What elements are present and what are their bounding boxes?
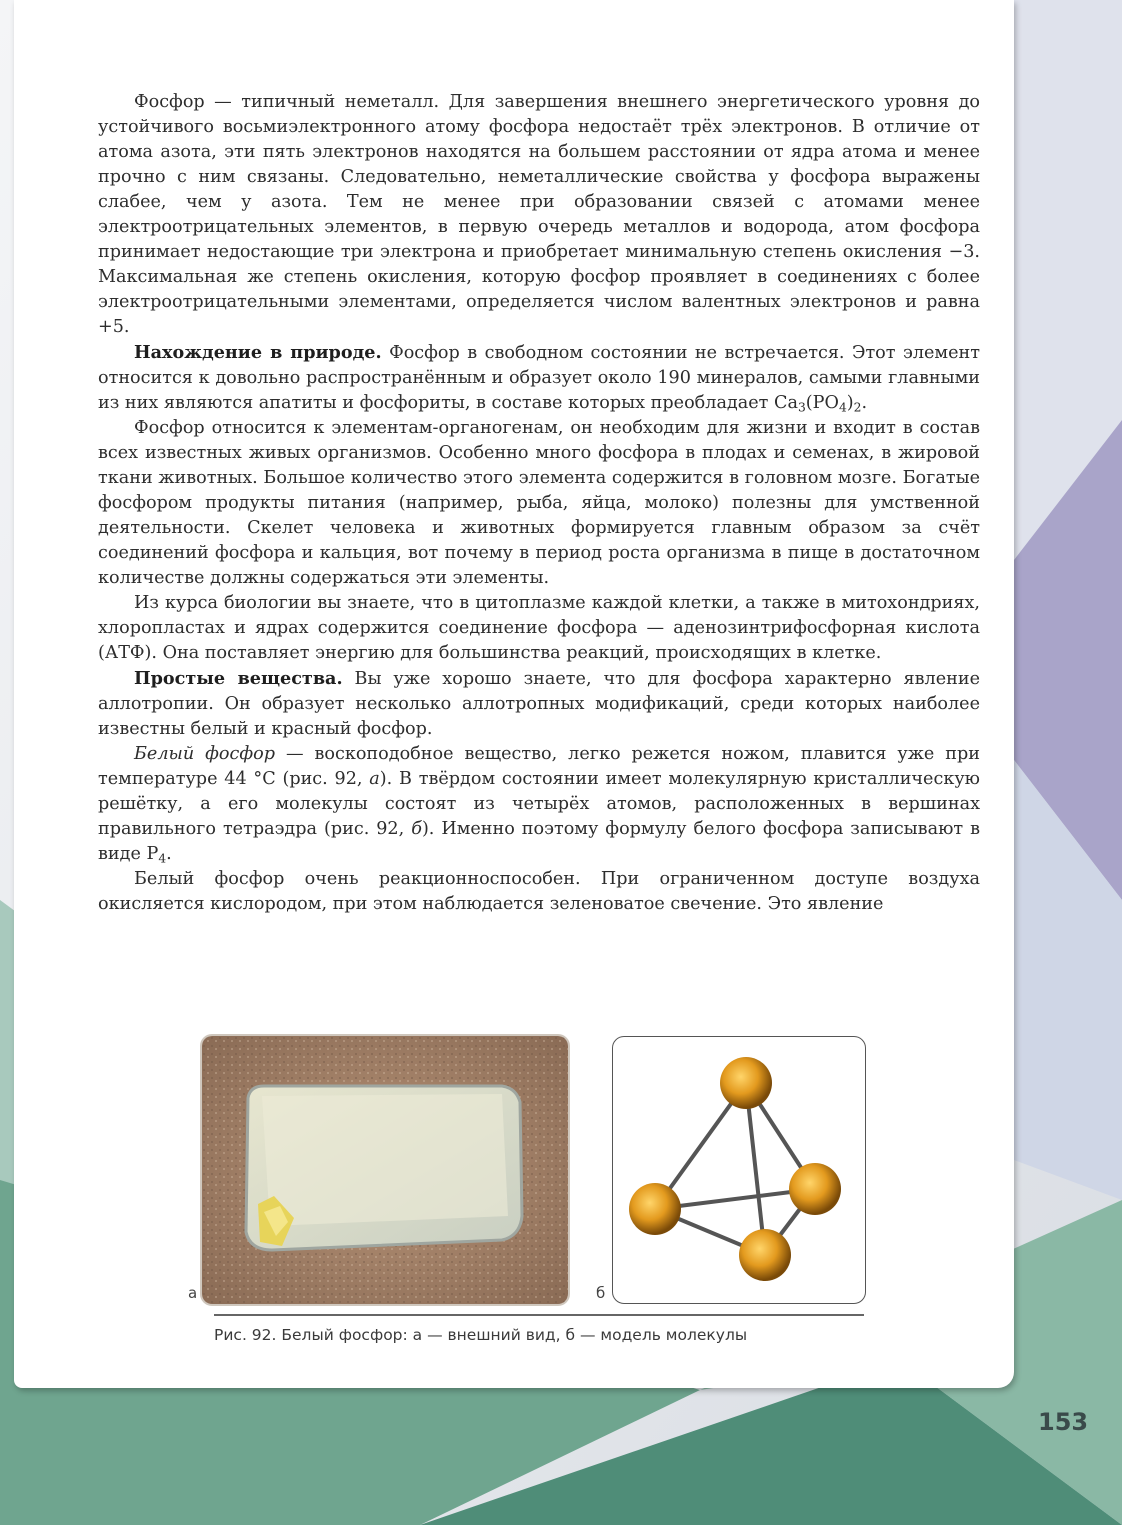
section-heading: Нахождение в природе. xyxy=(134,342,382,363)
paragraph: Фосфор — типичный неметалл. Для завершения внешнего энергетического уровня до устойчивого восьмиэлектронного атому фосфора недостаёт трёх электронов. В отличие от атома азота, эти пять электронов находятся на большем расстоянии от ядра атома и менее прочно с ним связаны. Следовательно, неметаллические свойства у фосфора выражены слабее, чем у азота. Тем не менее при образовании связей с атомами менее электроотрицательных элементов, в первую очередь металлов и водорода, атом фосфора принимает недостающие три электрона и приобретает минимальную степень окисления −3. Максимальная же степень окисления, которую фосфор проявляет в соединениях с более электроотрицательными элементами, определяется числом валентных электронов и равна +5. xyxy=(98,92,980,337)
page-text xyxy=(98,90,980,917)
phosphorus-atom xyxy=(629,1183,681,1235)
p4-molecule-model xyxy=(612,1036,866,1304)
figure-divider xyxy=(214,1314,864,1316)
textbook-page xyxy=(14,0,1014,1388)
paragraph: Фосфор относится к элементам-органогенам, он необходим для жизни и входит в состав всех известных живых организмов. Особенно много фосфора в плодах и семенах, в жировой ткани животных. Большое количество этого элемента содержится в головном мозге. Богатые фосфором продукты питания (например, рыба, яйца, молоко) полезны для умственной деятельности. Скелет человека и животных формируется главным образом за счёт соединений фосфора и кальция, вот почему в период роста организма в пище в достаточном количестве должны содержаться эти элементы. xyxy=(98,418,980,588)
paragraph: Белый фосфор — воскоподобное вещество, легко режется ножом, плавится уже при температуре 44 °C (рис. 92, а). В твёрдом состоянии имеет молекулярную кристаллическую решётку, а его молекулы состоят из четырёх атомов, расположенных в вершинах правильного тетраэдра (рис. 92, б). Именно поэтому формулу белого фосфора записывают в виде $P_4$. xyxy=(98,744,980,866)
white-phosphorus-photo xyxy=(200,1034,570,1306)
phosphorus-atom xyxy=(739,1229,791,1281)
paragraph: Нахождение в природе. Фосфор в свободном состоянии не встречается. Этот элемент относится к довольно распространённым и образует около 190 минералов, самыми главными из них являются апатиты и фосфориты, в составе которых преобладает $Ca_3(PO_4)_2$. xyxy=(98,342,980,415)
formula: $P_4$. xyxy=(146,844,172,866)
phosphorus-atom xyxy=(720,1057,772,1109)
section-heading: Простые вещества. xyxy=(134,668,343,689)
page-number: 153 xyxy=(1038,1408,1089,1436)
figure-label-b: б xyxy=(596,1284,606,1302)
term: Белый фосфор xyxy=(134,744,275,764)
paragraph: Простые вещества. Вы уже хорошо знаете, что для фосфора характерно явление аллотропии. Он образует несколько аллотропных модификаций, среди которых наиболее известны белый и красный фосфор. xyxy=(98,668,981,739)
phosphorus-atom xyxy=(789,1163,841,1215)
paragraph: Белый фосфор очень реакционноспособен. При ограниченном доступе воздуха окисляется кислородом, при этом наблюдается зеленоватое свечение. Это явление xyxy=(98,869,980,914)
formula: $Ca_3(PO_4)_2$. xyxy=(774,393,868,415)
bonds xyxy=(655,1083,815,1255)
figure-label-a: а xyxy=(188,1284,198,1302)
figure-caption: Рис. 92. Белый фосфор: а — внешний вид, б — модель молекулы xyxy=(214,1326,748,1344)
paragraph: Из курса биологии вы знаете, что в цитоплазме каждой клетки, а также в митохондриях, хлоропластах и ядрах содержится соединение фосфора — аденозинтрифосфорная кислота (АТФ). Она поставляет энергию для большинства реакций, происходящих в клетке. xyxy=(98,593,980,663)
